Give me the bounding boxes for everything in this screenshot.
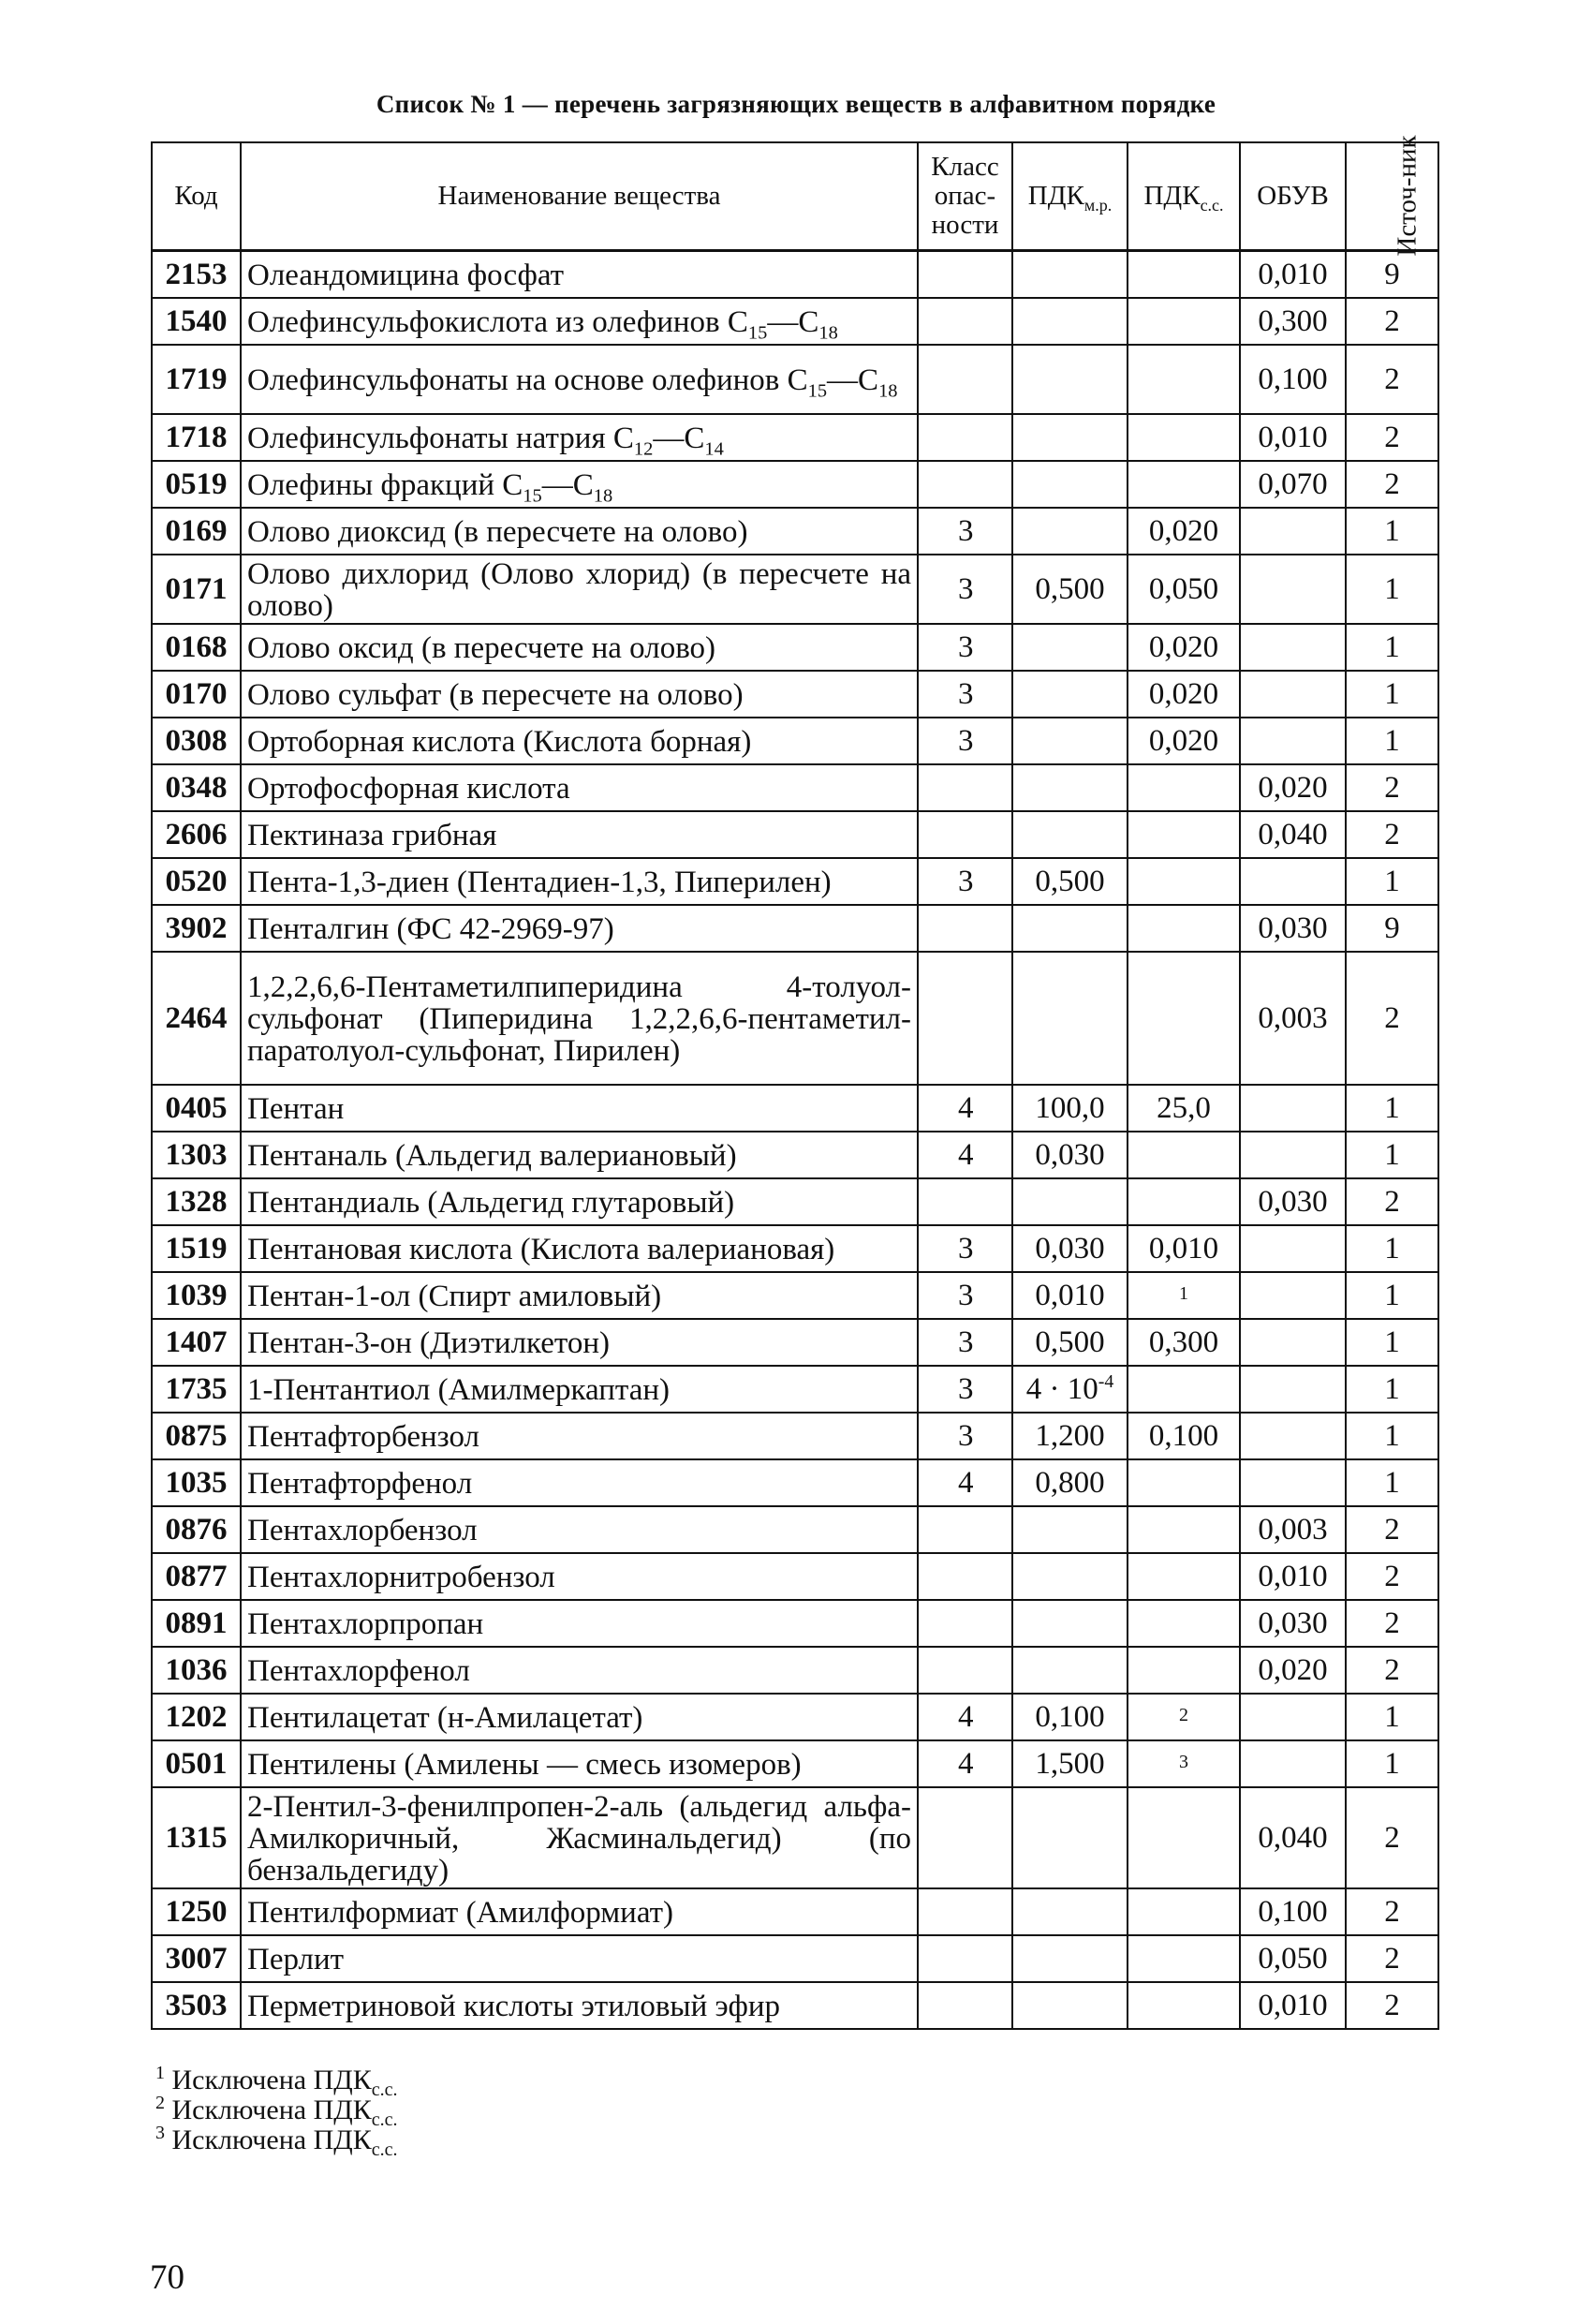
- table-row: [152, 461, 1438, 508]
- table-row: [152, 1787, 1438, 1888]
- pdk-ss-cell: [1128, 905, 1240, 952]
- obuv-cell: 0,030: [1240, 1600, 1346, 1647]
- code-cell: 0171: [152, 555, 241, 624]
- table-row: [152, 1506, 1438, 1553]
- source-cell: 2: [1346, 1506, 1438, 1553]
- name-cell: Пентахлорпропан: [241, 1600, 918, 1647]
- class-cell: 3: [918, 1413, 1012, 1459]
- footnote: $^2$ Исключена $ПДК_{с.с.}$: [155, 2093, 398, 2130]
- code-cell: 3503: [152, 1982, 241, 2029]
- code-cell: 0519: [152, 461, 241, 508]
- pdk-mr-cell: 0,010: [1012, 1272, 1128, 1319]
- pdk-mr-cell: [1012, 1888, 1128, 1935]
- pdk-ss-cell: [1128, 1366, 1240, 1413]
- pdk-mr-cell: [1012, 1787, 1128, 1888]
- code-cell: 0168: [152, 624, 241, 671]
- obuv-cell: 0,300: [1240, 298, 1346, 345]
- source-cell: 2: [1346, 1935, 1438, 1982]
- obuv-cell: 0,100: [1240, 1888, 1346, 1935]
- pdk-mr-cell: [1012, 718, 1128, 764]
- class-cell: [918, 251, 1012, 299]
- pdk-ss-cell: [1128, 1506, 1240, 1553]
- name-cell: Ортоборная кислота (Кислота борная): [241, 718, 918, 764]
- obuv-cell: 0,010: [1240, 251, 1346, 299]
- name-cell: Олеандомицина фосфат: [241, 251, 918, 299]
- obuv-cell: 0,010: [1240, 1982, 1346, 2029]
- table-row: [152, 858, 1438, 905]
- source-cell: 1: [1346, 1740, 1438, 1787]
- source-cell: 2: [1346, 345, 1438, 414]
- obuv-cell: 0,020: [1240, 764, 1346, 811]
- table-row: [152, 1553, 1438, 1600]
- class-cell: [918, 1787, 1012, 1888]
- class-cell: 3: [918, 1366, 1012, 1413]
- source-cell: 2: [1346, 764, 1438, 811]
- table-row: [152, 251, 1438, 299]
- obuv-cell: [1240, 1694, 1346, 1740]
- class-cell: 3: [918, 624, 1012, 671]
- class-cell: 3: [918, 1225, 1012, 1272]
- obuv-cell: [1240, 555, 1346, 624]
- code-cell: 1328: [152, 1178, 241, 1225]
- table-row: [152, 555, 1438, 624]
- code-cell: 0875: [152, 1413, 241, 1459]
- class-cell: 4: [918, 1740, 1012, 1787]
- pdk-ss-cell: [1128, 952, 1240, 1085]
- name-cell: Олефинсульфонаты натрия $C_{12}—C_{14}$: [241, 414, 918, 461]
- code-cell: 0405: [152, 1085, 241, 1132]
- name-cell: 1,2,2,6,6-Пентаметилпиперидина 4-толуол-сульфонат (Пиперидина 1,2,2,6,6-пентаметил-паратолуол-сульфонат, Пирилен): [241, 952, 918, 1085]
- code-cell: 1202: [152, 1694, 241, 1740]
- pdk-mr-cell: [1012, 1935, 1128, 1982]
- code-cell: 0876: [152, 1506, 241, 1553]
- pdk-mr-cell: $4 \cdot 10^{-4}$: [1012, 1366, 1128, 1413]
- header-obuv: ОБУВ: [1240, 142, 1346, 251]
- obuv-cell: [1240, 1085, 1346, 1132]
- obuv-cell: 0,003: [1240, 1506, 1346, 1553]
- obuv-cell: 0,070: [1240, 461, 1346, 508]
- name-cell: Олефинсульфокислота из олефинов $C_{15}—C_{18}$: [241, 298, 918, 345]
- pdk-ss-cell: 3: [1128, 1740, 1240, 1787]
- source-cell: 2: [1346, 1600, 1438, 1647]
- code-cell: 0169: [152, 508, 241, 555]
- pollutants-table: [151, 135, 1439, 2030]
- pdk-ss-cell: [1128, 858, 1240, 905]
- class-cell: 4: [918, 1694, 1012, 1740]
- pdk-mr-cell: 0,500: [1012, 1319, 1128, 1366]
- class-cell: [918, 461, 1012, 508]
- class-cell: 3: [918, 1319, 1012, 1366]
- source-cell: 2: [1346, 1888, 1438, 1935]
- name-cell: Ортофосфорная кислота: [241, 764, 918, 811]
- pdk-ss-cell: [1128, 461, 1240, 508]
- code-cell: 1407: [152, 1319, 241, 1366]
- code-cell: 0170: [152, 671, 241, 718]
- source-cell: 1: [1346, 508, 1438, 555]
- pdk-ss-cell: 0,020: [1128, 718, 1240, 764]
- table-row: [152, 1600, 1438, 1647]
- name-cell: Олефины фракций $C_{15}—C_{18}$: [241, 461, 918, 508]
- pdk-ss-cell: 0,050: [1128, 555, 1240, 624]
- obuv-cell: 0,040: [1240, 1787, 1346, 1888]
- source-cell: 1: [1346, 1132, 1438, 1178]
- table-row: [152, 671, 1438, 718]
- pdk-mr-cell: [1012, 414, 1128, 461]
- obuv-cell: [1240, 624, 1346, 671]
- page-number: 70: [150, 2258, 184, 2297]
- source-cell: 1: [1346, 1694, 1438, 1740]
- name-cell: Олово диоксид (в пересчете на олово): [241, 508, 918, 555]
- class-cell: [918, 1982, 1012, 2029]
- source-cell: 9: [1346, 251, 1438, 299]
- pdk-mr-cell: [1012, 905, 1128, 952]
- name-cell: Пентан-3-он (Диэтилкетон): [241, 1319, 918, 1366]
- pdk-ss-cell: 0,300: [1128, 1319, 1240, 1366]
- table-row: [152, 1647, 1438, 1694]
- name-cell: Перлит: [241, 1935, 918, 1982]
- code-cell: 1036: [152, 1647, 241, 1694]
- code-cell: 3007: [152, 1935, 241, 1982]
- source-cell: 1: [1346, 858, 1438, 905]
- obuv-cell: [1240, 1272, 1346, 1319]
- pdk-ss-cell: 0,100: [1128, 1413, 1240, 1459]
- name-cell: Пентан-1-ол (Спирт амиловый): [241, 1272, 918, 1319]
- source-cell: 2: [1346, 1647, 1438, 1694]
- code-cell: 0877: [152, 1553, 241, 1600]
- class-cell: [918, 1600, 1012, 1647]
- class-cell: 3: [918, 508, 1012, 555]
- pdk-mr-cell: 0,500: [1012, 858, 1128, 905]
- class-cell: 4: [918, 1459, 1012, 1506]
- obuv-cell: [1240, 1132, 1346, 1178]
- source-cell: 2: [1346, 952, 1438, 1085]
- table-row: [152, 1085, 1438, 1132]
- name-cell: Олефинсульфонаты на основе олефинов $C_{15}—C_{18}$: [241, 345, 918, 414]
- source-cell: 2: [1346, 1178, 1438, 1225]
- pdk-ss-cell: [1128, 345, 1240, 414]
- name-cell: Пентановая кислота (Кислота валериановая): [241, 1225, 918, 1272]
- table-row: [152, 905, 1438, 952]
- pdk-mr-cell: 1,200: [1012, 1413, 1128, 1459]
- footnote: $^1$ Исключена $ПДК_{с.с.}$: [155, 2063, 398, 2100]
- table-row: [152, 1366, 1438, 1413]
- pdk-ss-cell: [1128, 1888, 1240, 1935]
- code-cell: 0348: [152, 764, 241, 811]
- source-cell: 1: [1346, 1085, 1438, 1132]
- source-cell: 1: [1346, 1272, 1438, 1319]
- source-cell: 2: [1346, 298, 1438, 345]
- pdk-mr-cell: [1012, 1982, 1128, 2029]
- code-cell: 0308: [152, 718, 241, 764]
- table-row: [152, 718, 1438, 764]
- pdk-mr-cell: [1012, 1600, 1128, 1647]
- source-cell: 1: [1346, 718, 1438, 764]
- code-cell: 2464: [152, 952, 241, 1085]
- source-cell: 2: [1346, 414, 1438, 461]
- pdk-mr-cell: [1012, 508, 1128, 555]
- name-cell: Пентан: [241, 1085, 918, 1132]
- code-cell: 0520: [152, 858, 241, 905]
- obuv-cell: [1240, 1319, 1346, 1366]
- code-cell: 1718: [152, 414, 241, 461]
- pdk-ss-cell: 0,020: [1128, 624, 1240, 671]
- pdk-ss-cell: [1128, 1178, 1240, 1225]
- code-cell: 1315: [152, 1787, 241, 1888]
- class-cell: [918, 1888, 1012, 1935]
- footnote: $^3$ Исключена $ПДК_{с.с.}$: [155, 2123, 398, 2160]
- pdk-ss-cell: [1128, 1982, 1240, 2029]
- table-row: [152, 952, 1438, 1085]
- code-cell: 3902: [152, 905, 241, 952]
- obuv-cell: 0,003: [1240, 952, 1346, 1085]
- source-cell: 2: [1346, 461, 1438, 508]
- name-cell: Пенталгин (ФС 42-2969-97): [241, 905, 918, 952]
- table-row: [152, 1694, 1438, 1740]
- class-cell: [918, 764, 1012, 811]
- pdk-mr-cell: [1012, 811, 1128, 858]
- class-cell: 3: [918, 718, 1012, 764]
- code-cell: 2153: [152, 251, 241, 299]
- header-row: [152, 142, 1438, 251]
- class-cell: [918, 811, 1012, 858]
- pdk-mr-cell: [1012, 251, 1128, 299]
- class-cell: 3: [918, 1272, 1012, 1319]
- table-row: [152, 624, 1438, 671]
- pdk-mr-cell: [1012, 1178, 1128, 1225]
- code-cell: 1303: [152, 1132, 241, 1178]
- source-cell: 2: [1346, 1787, 1438, 1888]
- pdk-ss-cell: 0,010: [1128, 1225, 1240, 1272]
- code-cell: 1719: [152, 345, 241, 414]
- pdk-ss-cell: [1128, 1935, 1240, 1982]
- table-row: [152, 811, 1438, 858]
- pdk-ss-cell: [1128, 414, 1240, 461]
- table-row: [152, 1225, 1438, 1272]
- pdk-ss-cell: [1128, 1647, 1240, 1694]
- class-cell: [918, 298, 1012, 345]
- obuv-cell: [1240, 671, 1346, 718]
- code-cell: 1039: [152, 1272, 241, 1319]
- pdk-mr-cell: [1012, 671, 1128, 718]
- obuv-cell: [1240, 1225, 1346, 1272]
- name-cell: 2-Пентил-3-фенилпропен-2-аль (альдегид альфа-Амилкоричный, Жасминальдегид) (по бензальдегиду): [241, 1787, 918, 1888]
- table-row: [152, 1413, 1438, 1459]
- name-cell: Олово оксид (в пересчете на олово): [241, 624, 918, 671]
- pdk-ss-cell: [1128, 1600, 1240, 1647]
- obuv-cell: 0,020: [1240, 1647, 1346, 1694]
- table-row: [152, 345, 1438, 414]
- name-cell: 1-Пентантиол (Амилмеркаптан): [241, 1366, 918, 1413]
- pdk-mr-cell: [1012, 298, 1128, 345]
- pdk-mr-cell: 0,800: [1012, 1459, 1128, 1506]
- name-cell: Пентахлорнитробензол: [241, 1553, 918, 1600]
- obuv-cell: 0,050: [1240, 1935, 1346, 1982]
- code-cell: 1540: [152, 298, 241, 345]
- table-row: [152, 1132, 1438, 1178]
- pdk-ss-cell: [1128, 251, 1240, 299]
- obuv-cell: [1240, 1413, 1346, 1459]
- pdk-mr-cell: [1012, 1647, 1128, 1694]
- obuv-cell: [1240, 858, 1346, 905]
- header-source: Источ-ник: [1346, 142, 1438, 251]
- pdk-mr-cell: [1012, 1506, 1128, 1553]
- source-cell: 1: [1346, 1459, 1438, 1506]
- pdk-mr-cell: [1012, 764, 1128, 811]
- header-pdk-ss: $ПДК_{с.с.}$: [1128, 142, 1240, 251]
- table-row: [152, 1319, 1438, 1366]
- header-code: Код: [152, 142, 241, 251]
- header-name: Наименование вещества: [241, 142, 918, 251]
- pdk-ss-cell: [1128, 811, 1240, 858]
- obuv-cell: [1240, 1459, 1346, 1506]
- table-row: [152, 508, 1438, 555]
- table-row: [152, 1740, 1438, 1787]
- pdk-ss-cell: 0,020: [1128, 508, 1240, 555]
- table-row: [152, 414, 1438, 461]
- obuv-cell: 0,100: [1240, 345, 1346, 414]
- pdk-mr-cell: 0,030: [1012, 1132, 1128, 1178]
- footnotes: [155, 2063, 398, 2160]
- source-cell: 2: [1346, 1553, 1438, 1600]
- class-cell: [918, 1647, 1012, 1694]
- table-row: [152, 1459, 1438, 1506]
- pdk-mr-cell: [1012, 952, 1128, 1085]
- obuv-cell: [1240, 1366, 1346, 1413]
- class-cell: [918, 905, 1012, 952]
- table-row: [152, 1272, 1438, 1319]
- name-cell: Олово сульфат (в пересчете на олово): [241, 671, 918, 718]
- code-cell: 2606: [152, 811, 241, 858]
- page-title: Список № 1 — перечень загрязняющих веществ в алфавитном порядке: [376, 90, 1216, 118]
- class-cell: 4: [918, 1132, 1012, 1178]
- name-cell: Пентахлорфенол: [241, 1647, 918, 1694]
- class-cell: [918, 1178, 1012, 1225]
- class-cell: 3: [918, 555, 1012, 624]
- obuv-cell: 0,010: [1240, 1553, 1346, 1600]
- pdk-ss-cell: 1: [1128, 1272, 1240, 1319]
- name-cell: Пентилены (Амилены — смесь изомеров): [241, 1740, 918, 1787]
- header-class: Класс опас- ности: [918, 142, 1012, 251]
- pdk-ss-cell: [1128, 1553, 1240, 1600]
- source-cell: 1: [1346, 1225, 1438, 1272]
- name-cell: Пентилацетат (н-Амилацетат): [241, 1694, 918, 1740]
- pdk-mr-cell: 1,500: [1012, 1740, 1128, 1787]
- name-cell: Олово дихлорид (Олово хлорид) (в пересчете на олово): [241, 555, 918, 624]
- code-cell: 0891: [152, 1600, 241, 1647]
- table-row: [152, 1178, 1438, 1225]
- class-cell: 3: [918, 671, 1012, 718]
- source-cell: 1: [1346, 1319, 1438, 1366]
- name-cell: Пектиназа грибная: [241, 811, 918, 858]
- code-cell: 1735: [152, 1366, 241, 1413]
- name-cell: Пентафторфенол: [241, 1459, 918, 1506]
- header-pdk-mr: $ПДК_{м.р.}$: [1012, 142, 1128, 251]
- obuv-cell: [1240, 718, 1346, 764]
- table-body: [152, 251, 1438, 2030]
- source-cell: 1: [1346, 1413, 1438, 1459]
- class-cell: 3: [918, 858, 1012, 905]
- name-cell: Пентаналь (Альдегид валериановый): [241, 1132, 918, 1178]
- pdk-ss-cell: [1128, 764, 1240, 811]
- pdk-mr-cell: [1012, 1553, 1128, 1600]
- class-cell: [918, 1506, 1012, 1553]
- class-cell: [918, 345, 1012, 414]
- class-cell: [918, 414, 1012, 461]
- obuv-cell: 0,010: [1240, 414, 1346, 461]
- code-cell: 1035: [152, 1459, 241, 1506]
- pdk-ss-cell: 25,0: [1128, 1085, 1240, 1132]
- pdk-mr-cell: 100,0: [1012, 1085, 1128, 1132]
- source-cell: 2: [1346, 1982, 1438, 2029]
- source-cell: 9: [1346, 905, 1438, 952]
- table-row: [152, 1935, 1438, 1982]
- pdk-mr-cell: [1012, 345, 1128, 414]
- table-row: [152, 298, 1438, 345]
- class-cell: [918, 1935, 1012, 1982]
- name-cell: Перметриновой кислоты этиловый эфир: [241, 1982, 918, 2029]
- obuv-cell: 0,030: [1240, 1178, 1346, 1225]
- obuv-cell: 0,040: [1240, 811, 1346, 858]
- pdk-ss-cell: [1128, 298, 1240, 345]
- code-cell: 0501: [152, 1740, 241, 1787]
- name-cell: Пентахлорбензол: [241, 1506, 918, 1553]
- source-cell: 1: [1346, 1366, 1438, 1413]
- table-row: [152, 764, 1438, 811]
- pdk-ss-cell: 2: [1128, 1694, 1240, 1740]
- obuv-cell: [1240, 1740, 1346, 1787]
- source-cell: 1: [1346, 624, 1438, 671]
- table-row: [152, 1982, 1438, 2029]
- name-cell: Пентилформиат (Амилформиат): [241, 1888, 918, 1935]
- name-cell: Пента-1,3-диен (Пентадиен-1,3, Пиперилен): [241, 858, 918, 905]
- source-cell: 1: [1346, 671, 1438, 718]
- name-cell: Пентандиаль (Альдегид глутаровый): [241, 1178, 918, 1225]
- code-cell: 1250: [152, 1888, 241, 1935]
- pdk-mr-cell: 0,500: [1012, 555, 1128, 624]
- pdk-mr-cell: [1012, 624, 1128, 671]
- source-cell: 2: [1346, 811, 1438, 858]
- pdk-ss-cell: [1128, 1787, 1240, 1888]
- pdk-ss-cell: [1128, 1459, 1240, 1506]
- pdk-ss-cell: 0,020: [1128, 671, 1240, 718]
- source-cell: 1: [1346, 555, 1438, 624]
- obuv-cell: 0,030: [1240, 905, 1346, 952]
- name-cell: Пентафторбензол: [241, 1413, 918, 1459]
- code-cell: 1519: [152, 1225, 241, 1272]
- class-cell: [918, 952, 1012, 1085]
- pdk-ss-cell: [1128, 1132, 1240, 1178]
- class-cell: [918, 1553, 1012, 1600]
- table-row: [152, 1888, 1438, 1935]
- obuv-cell: [1240, 508, 1346, 555]
- class-cell: 4: [918, 1085, 1012, 1132]
- pdk-mr-cell: [1012, 461, 1128, 508]
- pdk-mr-cell: 0,100: [1012, 1694, 1128, 1740]
- pdk-mr-cell: 0,030: [1012, 1225, 1128, 1272]
